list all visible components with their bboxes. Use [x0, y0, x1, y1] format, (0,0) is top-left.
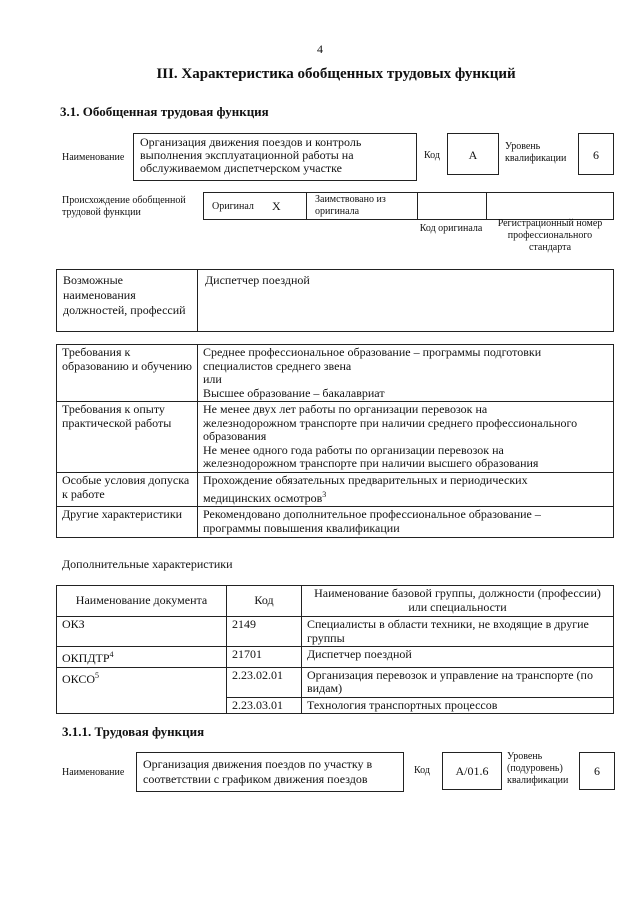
requirement-label: Требования к образованию и обучению	[57, 345, 198, 402]
positions-value: Диспетчер поездной	[205, 273, 310, 287]
tf-heading: 3.1.1. Трудовая функция	[62, 724, 205, 739]
gtf-original-code-cell	[417, 192, 487, 220]
requirement-row-other	[57, 507, 614, 538]
group-name-cell: Организация перевозок и управление на транспорте (по видам)	[302, 667, 614, 697]
requirement-line: Рекомендовано дополнительное профессиональное образование –	[203, 507, 541, 521]
gtf-code-label: Код	[424, 150, 440, 161]
gtf-name-value: Организация движения поездов и контроль выполнения эксплуатационной работы на обслуживаемом диспетчерском участке	[140, 135, 362, 175]
gtf-level-label: Уровень квалификации	[505, 141, 567, 164]
requirement-line: Не менее двух лет работы по организации перевозок на	[203, 402, 488, 416]
requirement-line: Высшее образование – бакалавриат	[203, 385, 385, 400]
doc-cell	[57, 667, 227, 714]
doc-cell	[57, 617, 227, 647]
requirement-line: специалистов среднего звена	[203, 358, 352, 373]
gtf-original-mark: Х	[272, 199, 281, 213]
gtf-level-value: 6	[593, 148, 599, 162]
gtf-origin-label: Происхождение обобщенной трудовой функции	[62, 195, 186, 218]
doc-name: ОКЗ	[62, 617, 85, 631]
footnote-mark: 5	[95, 670, 100, 680]
tf-code-value: А/01.6	[455, 764, 489, 778]
positions-label: Возможные наименования должностей, профессий	[63, 273, 186, 317]
code-cell: 2.23.03.01	[227, 697, 302, 714]
tf-name-label: Наименование	[62, 767, 125, 778]
tf-name-box	[136, 752, 404, 792]
gtf-original-cell	[203, 192, 307, 220]
requirement-line: Среднее профессиональное образование – программы подготовки	[203, 345, 542, 359]
gtf-reg-number-caption: Регистрационный номер профессионального стандарта	[497, 218, 603, 253]
gtf-name-label: Наименование	[62, 152, 125, 163]
additional-header-row	[57, 586, 614, 617]
requirement-row-education	[57, 345, 614, 402]
gtf-original-code-caption: Код оригинала	[419, 223, 483, 234]
requirements-table	[56, 344, 614, 538]
requirement-label: Особые условия допуска к работе	[57, 473, 198, 507]
gtf-name-box	[133, 133, 417, 181]
doc-name: ОКСО	[62, 671, 96, 686]
section-title: III. Характеристика обобщенных трудовых функций	[156, 66, 516, 82]
gtf-code-box	[447, 133, 499, 175]
requirement-value	[198, 507, 614, 538]
group-name-cell: Технология транспортных процессов	[302, 697, 614, 714]
requirement-value	[198, 473, 614, 507]
gtf-borrowed-label: Заимствовано из оригинала	[315, 194, 386, 217]
requirement-label: Требования к опыту практической работы	[57, 402, 198, 473]
gtf-heading: 3.1. Обобщенная трудовая функция	[60, 104, 269, 119]
tf-level-value: 6	[594, 764, 600, 778]
footnote-mark: 3	[322, 489, 327, 499]
footnote-mark: 4	[109, 650, 114, 659]
requirement-line: Не менее одного года работы по организации перевозок на	[203, 442, 504, 457]
gtf-reg-number-cell	[486, 192, 614, 220]
requirement-line: железнодорожном транспорте при наличии среднего профессионального	[203, 415, 578, 430]
header-group-name: Наименование базовой группы, должности (профессии) или специальности	[302, 586, 614, 617]
tf-code-label: Код	[414, 765, 430, 776]
header-document: Наименование документа	[57, 586, 227, 617]
requirement-line: железнодорожном транспорте при наличии высшего образования	[203, 456, 539, 470]
requirement-value	[198, 402, 614, 473]
gtf-code-value: А	[468, 148, 478, 162]
code-cell: 21701	[227, 647, 302, 668]
doc-name: ОКПДТР	[62, 651, 110, 665]
gtf-original-label: Оригинал	[212, 201, 254, 212]
code-cell: 2.23.02.01	[227, 667, 302, 697]
additional-table	[56, 585, 614, 714]
requirement-line	[203, 488, 608, 506]
header-code: Код	[227, 586, 302, 617]
gtf-level-box	[578, 133, 614, 175]
requirement-row-admission	[57, 473, 614, 507]
code-cell: 2149	[227, 617, 302, 647]
tf-code-box	[442, 752, 502, 790]
group-name-cell: Диспетчер поездной	[302, 647, 614, 668]
table-row	[57, 667, 614, 697]
requirement-line: Прохождение обязательных предварительных и периодических	[203, 473, 528, 487]
requirement-line: программы повышения квалификации	[203, 520, 400, 535]
doc-cell	[57, 647, 227, 668]
additional-title: Дополнительные характеристики	[62, 557, 233, 571]
table-row	[57, 647, 614, 668]
tf-name-value: Организация движения поездов по участку в соответствии с графиком движения поездов	[143, 757, 373, 786]
table-row	[57, 617, 614, 647]
requirement-label: Другие характеристики	[57, 507, 198, 538]
requirement-line-text: медицинских осмотров	[203, 490, 323, 505]
requirement-row-experience	[57, 402, 614, 473]
gtf-borrowed-cell	[306, 192, 418, 220]
tf-level-label: Уровень (подуровень) квалификации	[507, 751, 569, 786]
requirement-line: или	[203, 372, 222, 386]
requirement-value	[198, 345, 614, 402]
group-name-cell: Специалисты в области техники, не входящие в другие группы	[302, 617, 614, 647]
tf-level-box	[579, 752, 615, 790]
page-number: 4	[317, 42, 323, 56]
positions-table	[56, 269, 614, 332]
requirement-line: образования	[203, 429, 267, 443]
